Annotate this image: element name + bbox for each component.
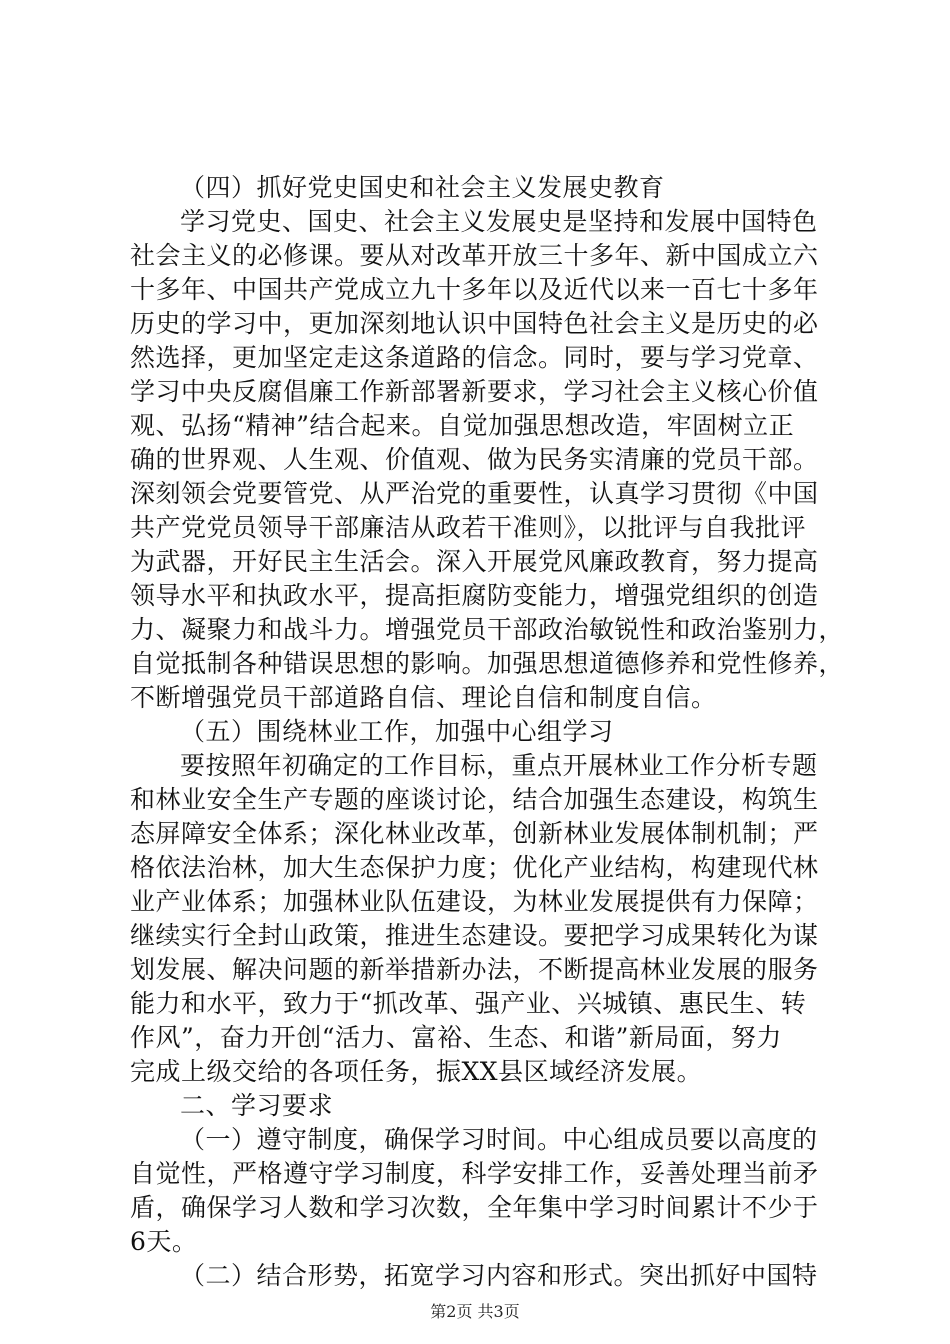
paragraph-line: 观、弘扬“精神”结合起来。自觉加强思想改造，牢固树立正 xyxy=(130,411,795,440)
paragraph-line: 和林业安全生产专题的座谈讨论，结合加强生态建设，构筑生 xyxy=(130,785,819,814)
paragraph-line: 作风”，奋力开创“活力、富裕、生态、和谐”新局面，努力 xyxy=(130,1023,782,1052)
page-number: 第2页 共3页 xyxy=(430,1302,520,1321)
paragraph-line: 学习中央反腐倡廉工作新部署新要求，学习社会主义核心价值 xyxy=(130,377,819,406)
paragraph-line: 社会主义的必修课。要从对改革开放三十多年、新中国成立六 xyxy=(130,241,819,270)
section-heading-requirements: 二、学习要求 xyxy=(180,1091,334,1120)
paragraph-line: 十多年、中国共产党成立九十多年以及近代以来一百七十多年 xyxy=(130,275,819,304)
paragraph-line: 确的世界观、人生观、价值观、做为民务实清廉的党员干部。 xyxy=(130,445,819,474)
paragraph-line: 要按照年初确定的工作目标，重点开展林业工作分析专题 xyxy=(180,751,818,780)
paragraph-line: 自觉性，严格遵守学习制度，科学安排工作，妥善处理当前矛 xyxy=(130,1159,819,1188)
paragraph-line: 业产业体系；加强林业队伍建设，为林业发展提供有力保障； xyxy=(130,887,819,916)
paragraph-line: 划发展、解决问题的新举措新办法，不断提高林业发展的服务 xyxy=(130,955,819,984)
paragraph-line: 为武器，开好民主生活会。深入开展党风廉政教育，努力提高 xyxy=(130,547,819,576)
paragraph-line: 盾，确保学习人数和学习次数，全年集中学习时间累计不少于 xyxy=(130,1193,819,1222)
section-heading-4: （四）抓好党史国史和社会主义发展史教育 xyxy=(180,173,665,202)
paragraph-line: （一）遵守制度，确保学习时间。中心组成员要以高度的 xyxy=(180,1125,818,1154)
section-heading-5: （五）围绕林业工作，加强中心组学习 xyxy=(180,717,614,746)
paragraph-line: 格依法治林，加大生态保护力度；优化产业结构，构建现代林 xyxy=(130,853,819,882)
paragraph-line: 共产党党员领导干部廉洁从政若干准则》，以批评与自我批评 xyxy=(130,513,807,542)
paragraph-line: 不断增强党员干部道路自信、理论自信和制度自信。 xyxy=(130,683,717,712)
paragraph-line: 力、凝聚力和战斗力。增强党员干部政治敏锐性和政治鉴别力， xyxy=(130,615,845,644)
paragraph-line: 历史的学习中，更加深刻地认识中国特色社会主义是历史的必 xyxy=(130,309,819,338)
paragraph-line: 领导水平和执政水平，提高拒腐防变能力，增强党组织的创造 xyxy=(130,581,819,610)
paragraph-line: 自觉抵制各种错误思想的影响。加强思想道德修养和党性修养， xyxy=(130,649,845,678)
paragraph-line: 态屏障安全体系；深化林业改革，创新林业发展体制机制；严 xyxy=(130,819,819,848)
paragraph-line: 完成上级交给的各项任务，振XX县区域经济发展。 xyxy=(130,1057,703,1086)
paragraph-line: （二）结合形势，拓宽学习内容和形式。突出抓好中国特 xyxy=(180,1261,818,1290)
paragraph-line: 能力和水平，致力于“抓改革、强产业、兴城镇、惠民生、转 xyxy=(130,989,807,1018)
paragraph-line: 继续实行全封山政策，推进生态建设。要把学习成果转化为谋 xyxy=(130,921,819,950)
paragraph-line: 学习党史、国史、社会主义发展史是坚持和发展中国特色 xyxy=(180,207,818,236)
paragraph-line: 深刻领会党要管党、从严治党的重要性，认真学习贯彻《中国 xyxy=(130,479,819,508)
paragraph-line: 6天。 xyxy=(130,1227,198,1256)
paragraph-line: 然选择，更加坚定走这条道路的信念。同时，要与学习党章、 xyxy=(130,343,819,372)
